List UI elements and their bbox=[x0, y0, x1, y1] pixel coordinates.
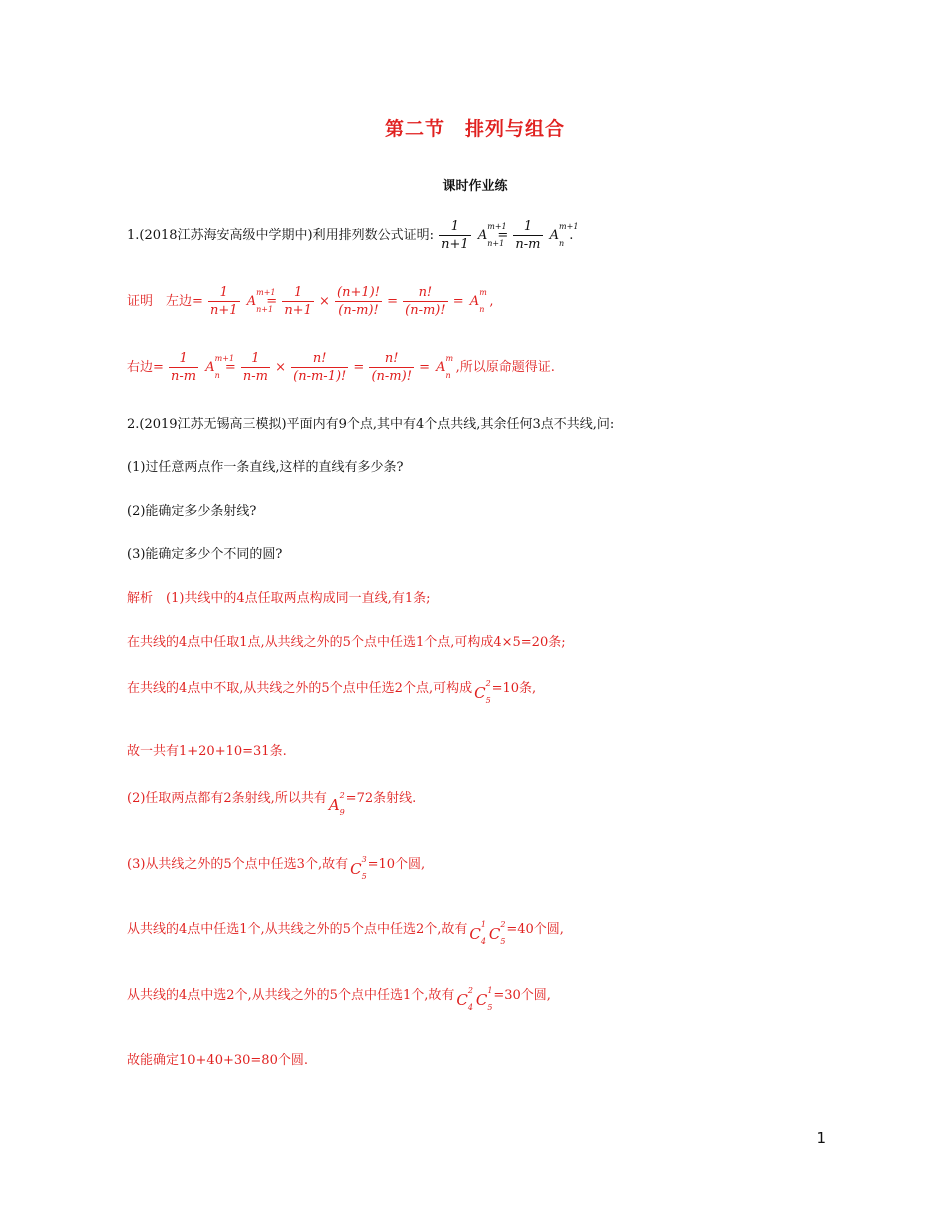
combination-symbol: C 2 4 bbox=[456, 986, 473, 1012]
fraction: $\frac{(n+1)!}{(n-m)!}$ bbox=[337, 285, 380, 318]
question-2-part-1: (1)过任意两点作一条直线,这样的直线有多少条? bbox=[127, 460, 404, 475]
combination-symbol: C 2 5 bbox=[488, 920, 506, 946]
fraction: $\frac{n!}{(n-m)!}$ bbox=[371, 351, 412, 384]
page-title: 第二节 排列与组合 bbox=[384, 118, 565, 140]
answer-line-5: (2)任取两点都有2条射线,所以共有 A 2 9 =72条射线. bbox=[127, 791, 417, 817]
fraction: $\frac{1}{n+1}$ bbox=[441, 219, 469, 252]
answer-line-7: 从共线的4点中任选1个,从共线之外的5个点中任选2个,故有 C 1 4 C 2 5 =40个圆, bbox=[127, 920, 564, 946]
answer-line-3: 在共线的4点中不取,从共线之外的5个点中任选2个点,可构成 C 2 5 =10条, bbox=[127, 679, 537, 705]
permutation-symbol: A m+1 n bbox=[549, 222, 579, 248]
answer-line-6: (3)从共线之外的5个点中任选3个,故有 C 3 5 =10个圆, bbox=[127, 855, 426, 881]
combination-symbol: C 3 5 bbox=[350, 855, 367, 881]
fraction: $\frac{1}{n+1}$ bbox=[284, 285, 312, 318]
question-1: 1.(2018江苏海安高级中学期中)利用排列数公式证明: $\frac{1}{n+1}$ A m+1 n+1 = $\frac{1}{n-m}$ A m+1 n . bbox=[127, 219, 579, 252]
answer-line-2: 在共线的4点中任取1点,从共线之外的5个点中任选1个点,可构成4×5=20条; bbox=[127, 635, 566, 650]
question-2-text: 2.(2019江苏无锡高三模拟)平面内有9个点,其中有4个点共线,其余任何3点不共线,问: bbox=[127, 417, 615, 432]
fraction: $\frac{1}{n-m}$ bbox=[171, 351, 197, 384]
proof-right-side: 右边= $\frac{1}{n-m}$ A m+1 n = $\frac{1}{n-m}$ × $\frac{n!}{(n-m-1)!}$ = $\frac{n!}{(n-m)!}$ = A m n ,所以原命题得证. bbox=[127, 351, 555, 384]
permutation-symbol: A m+1 n+1 bbox=[246, 288, 276, 314]
combination-symbol: C 2 5 bbox=[474, 679, 491, 705]
permutation-symbol: A m+1 n+1 bbox=[477, 222, 507, 248]
question-1-text: 1.(2018江苏海安高级中学期中)利用排列数公式证明: bbox=[127, 228, 435, 243]
combination-symbol: C 1 4 bbox=[469, 920, 486, 946]
answer-line-4: 故一共有1+20+10=31条. bbox=[127, 744, 287, 759]
question-2-part-2: (2)能确定多少条射线? bbox=[127, 504, 257, 519]
combination-symbol: C 1 5 bbox=[475, 986, 493, 1012]
answer-line-8: 从共线的4点中选2个,从共线之外的5个点中任选1个,故有 C 2 4 C 1 5 =30个圆, bbox=[127, 986, 551, 1012]
fraction: $\frac{1}{n-m}$ bbox=[242, 351, 268, 384]
permutation-symbol: A m+1 n bbox=[205, 354, 235, 380]
permutation-symbol: A m n bbox=[469, 288, 487, 314]
proof-left-side: 证明 左边= $\frac{1}{n+1}$ A m+1 n+1 = $\frac{1}{n+1}$ × $\frac{(n+1)!}{(n-m)!}$ = $\frac{n!}{(n-m)!}$ = A m n , bbox=[127, 285, 494, 318]
fraction: $\frac{1}{n-m}$ bbox=[515, 219, 541, 252]
fraction: $\frac{n!}{(n-m-1)!}$ bbox=[293, 351, 347, 384]
permutation-symbol: A m n bbox=[436, 354, 454, 380]
answer-line-1: 解析 (1)共线中的4点任取两点构成同一直线,有1条; bbox=[127, 591, 431, 606]
answer-line-9: 故能确定10+40+30=80个圆. bbox=[127, 1053, 308, 1068]
section-subtitle: 课时作业练 bbox=[442, 179, 508, 194]
fraction: $\frac{n!}{(n-m)!}$ bbox=[405, 285, 446, 318]
permutation-symbol: A 2 9 bbox=[328, 791, 345, 817]
fraction: $\frac{1}{n+1}$ bbox=[210, 285, 238, 318]
page-number: 1 bbox=[816, 1129, 826, 1147]
question-2-part-3: (3)能确定多少个不同的圆? bbox=[127, 547, 283, 562]
